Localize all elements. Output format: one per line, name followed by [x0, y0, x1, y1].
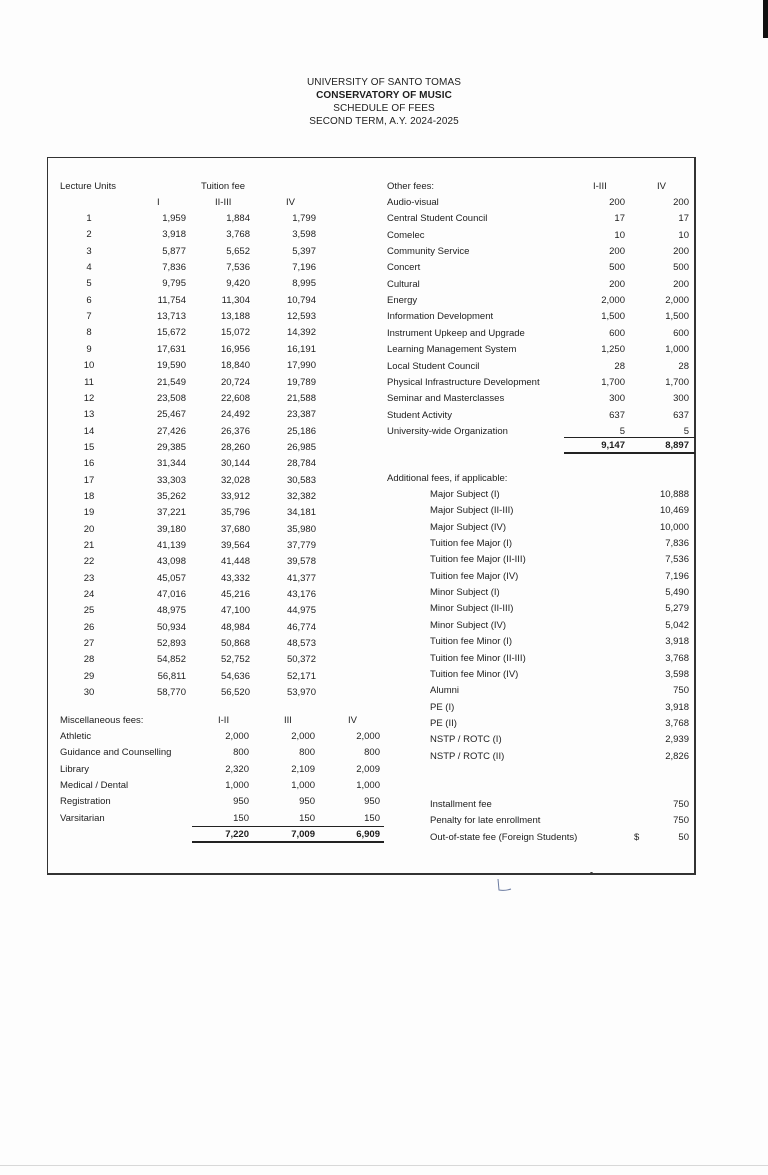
other-fees-total-4: 8,897 [665, 440, 689, 451]
tuition-fee-year-4: 53,970 [286, 687, 316, 698]
tuition-fee-year-1: 13,713 [156, 311, 186, 322]
misc-fee-name: Athletic [60, 731, 92, 742]
tuition-col-header-1: I [157, 197, 160, 208]
college-name: CONSERVATORY OF MUSIC [316, 90, 452, 101]
additional-fee-name: Minor Subject (IV) [430, 620, 507, 631]
tuition-fee-year-4: 17,990 [286, 360, 316, 371]
other-fee-year-1-3: 1,250 [601, 344, 625, 355]
tuition-units: 11 [84, 377, 94, 388]
additional-fee-name: PE (I) [430, 702, 455, 713]
tuition-fee-year-1: 37,221 [156, 507, 186, 518]
additional-fee-amount: 5,490 [665, 587, 689, 598]
tuition-fee-year-1: 33,303 [156, 475, 186, 486]
tuition-units: 9 [86, 344, 92, 355]
other-fee-year-1-3: 600 [609, 328, 625, 339]
additional-fee-amount: 7,196 [665, 571, 689, 582]
misc-fee-year-1-2: 150 [233, 813, 249, 824]
additional-fee-name: Major Subject (I) [430, 489, 500, 500]
misc-fees-total-1-2: 7,220 [225, 829, 249, 840]
tuition-fee-year-4: 23,387 [286, 409, 316, 420]
other-fee-year-4: 17 [678, 213, 689, 224]
additional-fee-name: Major Subject (IV) [430, 522, 507, 533]
tuition-fee-year-1: 48,975 [156, 605, 186, 616]
tuition-units: 29 [83, 671, 95, 682]
other-fee-year-1-3: 637 [609, 410, 625, 421]
tuition-fee-year-1: 39,180 [156, 524, 186, 535]
tuition-fee-year-4: 44,975 [286, 605, 316, 616]
additional-fee-amount: 3,918 [665, 702, 689, 713]
other-fee-name: Seminar and Masterclasses [387, 393, 505, 404]
other-fee-name: Student Activity [387, 410, 452, 421]
tuition-fee-year-2-3: 26,376 [220, 426, 250, 437]
other-fee-year-4: 10 [678, 230, 689, 241]
tuition-fee-year-4: 32,382 [286, 491, 316, 502]
other-fee-name: Information Development [387, 311, 494, 322]
misc-col-header-2: III [284, 715, 292, 726]
misc-fee-name: Guidance and Counselling [60, 747, 172, 758]
misc-fees-header: Miscellaneous fees: [60, 715, 144, 726]
tuition-fee-year-1: 41,139 [156, 540, 186, 551]
misc-col-header-3: IV [348, 715, 357, 726]
other-fee-year-1-3: 200 [609, 197, 625, 208]
tuition-fee-year-2-3: 16,956 [220, 344, 250, 355]
additional-fee-name: Tuition fee Minor (IV) [430, 669, 519, 680]
misc-fee-name: Varsitarian [60, 813, 105, 824]
tuition-fee-year-2-3: 56,520 [220, 687, 250, 698]
tuition-fee-year-4: 21,588 [286, 393, 316, 404]
tuition-fee-year-1: 56,811 [157, 671, 186, 682]
tuition-units: 1 [86, 213, 92, 224]
other-col-header-1: I-III [593, 181, 607, 192]
university-name: UNIVERSITY OF SANTO TOMAS [306, 77, 461, 88]
tuition-fee-year-4: 37,779 [286, 540, 316, 551]
misc-fee-year-4: 2,009 [356, 764, 380, 775]
tuition-fee-year-1: 47,016 [156, 589, 186, 600]
tuition-units: 24 [83, 589, 95, 600]
other-fees-header: Other fees: [387, 181, 434, 192]
other-fee-name: Cultural [387, 279, 420, 290]
tuition-fee-year-1: 58,770 [156, 687, 186, 698]
additional-fee-name: Tuition fee Major (II-III) [430, 554, 526, 565]
tuition-fee-year-2-3: 50,868 [220, 638, 250, 649]
tuition-fee-year-2-3: 48,984 [220, 622, 250, 633]
tuition-units: 3 [86, 246, 92, 257]
tuition-units: 8 [86, 327, 92, 338]
tuition-units: 22 [83, 556, 95, 567]
tuition-units: 18 [83, 491, 95, 502]
tuition-fee-year-2-3: 24,492 [220, 409, 250, 420]
other-fee-year-1-3: 5 [619, 426, 625, 437]
tuition-fee-year-4: 50,372 [286, 654, 316, 665]
additional-fee-amount: 2,939 [665, 734, 689, 745]
additional-fee-amount: 3,768 [665, 653, 689, 664]
tuition-units: 17 [83, 475, 95, 486]
tuition-units: 6 [86, 295, 92, 306]
tuition-units: 2 [86, 229, 92, 240]
tuition-units: 27 [83, 638, 95, 649]
tuition-fee-year-2-3: 45,216 [220, 589, 250, 600]
other-fee-year-4: 500 [673, 262, 689, 273]
tuition-fee-year-1: 9,795 [162, 278, 186, 289]
other-fee-year-1-3: 1,700 [601, 377, 625, 388]
other-fee-year-4: 600 [673, 328, 689, 339]
tuition-fee-year-1: 52,893 [156, 638, 186, 649]
other-fee-year-1-3: 28 [614, 361, 625, 372]
tuition-fee-year-2-3: 1,884 [226, 213, 250, 224]
other-fee-year-1-3: 1,500 [601, 311, 625, 322]
additional-fee-amount: 3,598 [665, 669, 689, 680]
misc-fee-year-1-2: 950 [233, 796, 249, 807]
tuition-fee-year-4: 8,995 [292, 278, 316, 289]
tuition-col-header-2: II-III [215, 197, 232, 208]
misc-fee-name: Registration [60, 796, 111, 807]
other-fee-year-4: 1,700 [665, 377, 689, 388]
tuition-fee-year-1: 5,877 [162, 246, 186, 257]
misc-fees-total-4: 6,909 [356, 829, 380, 840]
tuition-fee-year-4: 39,578 [286, 556, 316, 567]
additional-fee-name: Minor Subject (II-III) [430, 603, 514, 614]
extra-fee-name: Installment fee [430, 799, 492, 810]
additional-fee-amount: 5,279 [665, 603, 689, 614]
extra-fee-amount: 750 [673, 815, 689, 826]
tuition-fee-year-2-3: 43,332 [220, 573, 250, 584]
additional-fee-amount: 7,536 [665, 554, 689, 565]
lecture-units-header: Lecture Units [60, 181, 116, 192]
other-fee-year-4: 1,000 [665, 344, 689, 355]
other-fee-year-4: 200 [673, 197, 689, 208]
extra-fee-name: Penalty for late enrollment [430, 815, 541, 826]
tuition-units: 20 [83, 524, 95, 535]
tuition-units: 25 [83, 605, 95, 616]
tuition-units: 7 [86, 311, 92, 322]
additional-fee-amount: 3,918 [665, 636, 689, 647]
extra-fee-amount: 750 [673, 799, 689, 810]
other-fee-year-4: 2,000 [665, 295, 689, 306]
tuition-fee-year-4: 1,799 [292, 213, 316, 224]
tuition-fee-year-1: 31,344 [156, 458, 186, 469]
misc-fee-name: Medical / Dental [60, 780, 129, 791]
tuition-units: 19 [83, 507, 95, 518]
tuition-fee-year-1: 45,057 [156, 573, 186, 584]
tuition-fee-year-4: 26,985 [286, 442, 316, 453]
tuition-units: 23 [83, 573, 95, 584]
misc-fee-year-4: 2,000 [356, 731, 380, 742]
other-fee-year-4: 1,500 [665, 311, 689, 322]
misc-fee-year-4: 950 [364, 796, 380, 807]
tuition-fee-year-4: 14,392 [286, 327, 316, 338]
misc-fee-year-3: 1,000 [291, 780, 315, 791]
tuition-fee-year-2-3: 28,260 [220, 442, 250, 453]
other-fees-total-1-3: 9,147 [601, 440, 625, 451]
tuition-fee-year-1: 43,098 [156, 556, 186, 567]
misc-fee-year-4: 150 [364, 813, 380, 824]
tuition-units: 16 [83, 458, 95, 469]
additional-fee-name: Major Subject (II-III) [430, 505, 514, 516]
tuition-fee-year-2-3: 39,564 [220, 540, 250, 551]
tuition-fee-year-4: 34,181 [286, 507, 316, 518]
document-header [0, 76, 768, 128]
tuition-units: 12 [83, 393, 95, 404]
tuition-fee-year-4: 46,774 [286, 622, 316, 633]
tuition-col-header-3: IV [286, 197, 295, 208]
additional-fee-name: Tuition fee Minor (II-III) [430, 653, 526, 664]
additional-fees-header: Additional fees, if applicable: [387, 473, 508, 484]
additional-fee-name: Tuition fee Major (I) [430, 538, 513, 549]
misc-fee-year-4: 800 [364, 747, 380, 758]
misc-fee-name: Library [60, 764, 90, 775]
tuition-fee-year-4: 25,186 [286, 426, 316, 437]
tuition-fee-year-4: 12,593 [286, 311, 316, 322]
tuition-fee-year-4: 19,789 [286, 377, 316, 388]
tuition-fee-year-1: 21,549 [156, 377, 186, 388]
tuition-fee-year-2-3: 22,608 [220, 393, 250, 404]
additional-fee-name: Tuition fee Major (IV) [430, 571, 519, 582]
other-fee-year-4: 637 [673, 410, 689, 421]
tuition-units: 15 [83, 442, 95, 453]
additional-fee-amount: 750 [673, 685, 689, 696]
other-fee-year-1-3: 17 [614, 213, 625, 224]
other-fee-year-1-3: 200 [609, 246, 625, 257]
tuition-units: 5 [86, 278, 92, 289]
pen-mark [496, 878, 514, 892]
tuition-fee-year-4: 52,171 [286, 671, 316, 682]
tuition-fee-year-1: 3,918 [162, 229, 186, 240]
other-fee-year-4: 5 [683, 426, 689, 437]
other-fee-year-1-3: 10 [614, 230, 625, 241]
additional-fee-amount: 3,768 [665, 718, 689, 729]
other-fee-name: Physical Infrastructure Development [387, 377, 540, 388]
other-fee-name: Local Student Council [387, 361, 480, 372]
other-fee-name: Audio-visual [387, 197, 439, 208]
other-fee-name: University-wide Organization [387, 426, 508, 437]
other-fee-year-4: 28 [678, 361, 689, 372]
tuition-fee-year-4: 10,794 [286, 295, 316, 306]
additional-fee-amount: 10,888 [659, 489, 689, 500]
other-fee-year-1-3: 2,000 [601, 295, 625, 306]
currency-symbol: $ [634, 832, 640, 843]
misc-fee-year-3: 150 [299, 813, 315, 824]
other-fee-name: Comelec [387, 230, 425, 241]
additional-fee-name: Tuition fee Minor (I) [430, 636, 513, 647]
tuition-units: 4 [86, 262, 92, 273]
tuition-fee-year-2-3: 37,680 [220, 524, 250, 535]
tuition-fee-year-1: 27,426 [156, 426, 186, 437]
other-fee-name: Instrument Upkeep and Upgrade [387, 328, 525, 339]
other-fee-year-1-3: 500 [609, 262, 625, 273]
other-fee-name: Central Student Council [387, 213, 488, 224]
tuition-fee-year-2-3: 18,840 [220, 360, 250, 371]
tuition-fee-year-2-3: 5,652 [226, 246, 250, 257]
tuition-units: 21 [83, 540, 95, 551]
other-fee-name: Energy [387, 295, 418, 306]
tuition-fee-year-2-3: 54,636 [220, 671, 250, 682]
other-fees-total-double-rule [564, 452, 695, 454]
additional-fee-amount: 2,826 [665, 751, 689, 762]
additional-fee-name: Alumni [430, 685, 460, 696]
tuition-fee-year-2-3: 11,304 [221, 295, 250, 306]
tuition-fee-year-2-3: 9,420 [226, 278, 250, 289]
misc-fee-year-3: 2,109 [291, 764, 315, 775]
tuition-fee-year-2-3: 41,448 [220, 556, 250, 567]
tuition-fee-year-1: 7,836 [162, 262, 186, 273]
tuition-fee-year-4: 28,784 [286, 458, 316, 469]
extra-fee-amount: 50 [678, 832, 689, 843]
additional-fee-name: Minor Subject (I) [430, 587, 500, 598]
tuition-fee-year-1: 29,385 [156, 442, 186, 453]
other-fee-year-4: 200 [673, 246, 689, 257]
other-fee-year-1-3: 300 [609, 393, 625, 404]
additional-fee-amount: 10,469 [659, 505, 689, 516]
tuition-fee-year-1: 35,262 [156, 491, 186, 502]
tuition-fee-year-1: 54,852 [156, 654, 186, 665]
misc-fee-year-1-2: 2,320 [225, 764, 249, 775]
misc-fees-total-3: 7,009 [291, 829, 315, 840]
tuition-units: 30 [83, 687, 95, 698]
misc-col-header-1: I-II [218, 715, 230, 726]
tuition-fee-year-4: 7,196 [292, 262, 316, 273]
schedule-title: SCHEDULE OF FEES [333, 103, 435, 114]
other-fee-year-4: 300 [673, 393, 689, 404]
tuition-fee-year-2-3: 30,144 [220, 458, 250, 469]
other-fee-name: Learning Management System [387, 344, 517, 355]
tuition-fee-year-2-3: 47,100 [220, 605, 250, 616]
other-fee-year-1-3: 200 [609, 279, 625, 290]
tuition-fee-year-4: 43,176 [286, 589, 316, 600]
tuition-fee-year-1: 11,754 [157, 295, 186, 306]
tuition-fee-year-1: 50,934 [156, 622, 186, 633]
misc-fee-year-3: 800 [299, 747, 315, 758]
tuition-fee-year-4: 3,598 [292, 229, 316, 240]
tuition-fee-year-1: 19,590 [156, 360, 186, 371]
tuition-units: 28 [83, 654, 95, 665]
other-fee-name: Concert [387, 262, 421, 273]
misc-fee-year-3: 2,000 [291, 731, 315, 742]
tuition-fee-year-4: 35,980 [286, 524, 316, 535]
misc-fee-year-1-2: 1,000 [225, 780, 249, 791]
term-label: SECOND TERM, A.Y. 2024-2025 [309, 116, 459, 127]
additional-fee-name: PE (II) [430, 718, 457, 729]
tuition-fee-year-2-3: 3,768 [226, 229, 250, 240]
additional-fee-name: NSTP / ROTC (II) [430, 751, 505, 762]
tuition-fee-year-4: 48,573 [286, 638, 316, 649]
tuition-fee-year-4: 41,377 [286, 573, 316, 584]
other-fee-name: Community Service [387, 246, 470, 257]
additional-fee-amount: 7,836 [665, 538, 689, 549]
misc-fee-year-1-2: 800 [233, 747, 249, 758]
paper-fold-line [0, 1165, 768, 1166]
tuition-fee-year-2-3: 32,028 [220, 475, 250, 486]
misc-fee-year-1-2: 2,000 [225, 731, 249, 742]
misc-fee-year-4: 1,000 [356, 780, 380, 791]
tuition-fee-year-2-3: 15,072 [220, 327, 250, 338]
misc-fee-year-3: 950 [299, 796, 315, 807]
additional-fee-amount: 5,042 [665, 620, 689, 631]
other-col-header-2: IV [657, 181, 666, 192]
tuition-fee-year-2-3: 13,188 [220, 311, 250, 322]
tuition-fee-header: Tuition fee [201, 181, 246, 192]
tuition-fee-year-4: 16,191 [286, 344, 316, 355]
tuition-fee-year-1: 23,508 [156, 393, 186, 404]
tuition-units: 13 [83, 409, 95, 420]
tuition-units: 26 [83, 622, 95, 633]
tuition-fee-year-2-3: 7,536 [226, 262, 250, 273]
tuition-fee-year-4: 5,397 [292, 246, 316, 257]
tuition-fee-year-2-3: 33,912 [220, 491, 250, 502]
tuition-fee-year-1: 17,631 [156, 344, 186, 355]
tuition-units: 10 [83, 360, 95, 371]
other-fee-year-4: 200 [673, 279, 689, 290]
tuition-fee-year-2-3: 35,796 [220, 507, 250, 518]
tuition-fee-year-4: 30,583 [286, 475, 316, 486]
tuition-fee-year-1: 15,672 [156, 327, 186, 338]
additional-fee-amount: 10,000 [659, 522, 689, 533]
scan-edge-mark [763, 0, 768, 38]
tuition-fee-year-1: 1,959 [162, 213, 186, 224]
extra-fee-name: Out-of-state fee (Foreign Students) [430, 832, 578, 843]
misc-fees-subtotal-rule [192, 826, 384, 827]
tuition-fee-year-1: 25,467 [156, 409, 186, 420]
ink-dot [590, 872, 593, 875]
tuition-fee-year-2-3: 20,724 [220, 377, 250, 388]
misc-fees-total-double-rule [192, 841, 384, 843]
additional-fee-name: NSTP / ROTC (I) [430, 734, 502, 745]
tuition-fee-year-2-3: 52,752 [220, 654, 250, 665]
tuition-units: 14 [83, 426, 95, 437]
